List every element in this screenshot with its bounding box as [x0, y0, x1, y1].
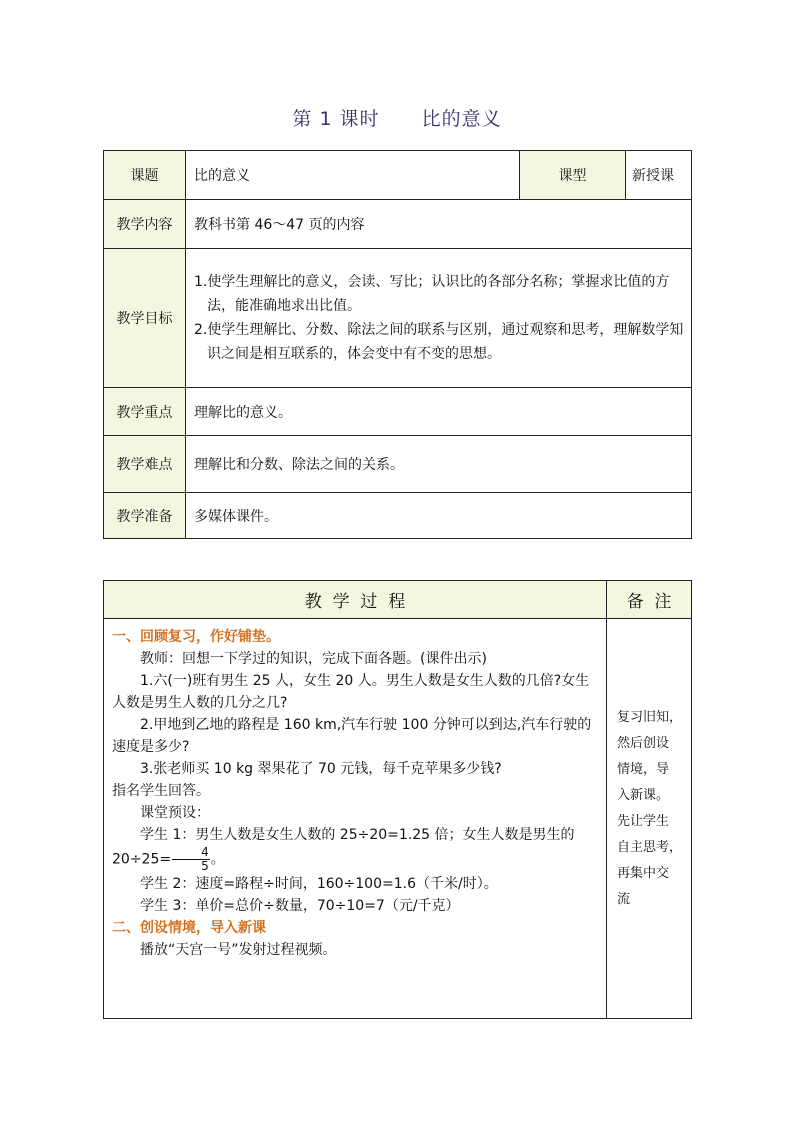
- question-2: 2.甲地到乙地的路程是 160 km,汽车行驶 100 分钟可以到达,汽车行驶的速度是多少?: [112, 717, 592, 755]
- student-1-answer: [112, 824, 598, 873]
- fraction: [172, 846, 210, 873]
- lesson-topic: 比的意义: [421, 108, 502, 130]
- note-line: 情境，导: [617, 762, 670, 777]
- difficulty-value: 理解比和分数、除法之间的关系。: [186, 436, 692, 493]
- fraction-numerator: 4: [172, 846, 210, 860]
- notes-header: 备 注: [607, 581, 692, 619]
- page-title: [0, 104, 794, 131]
- note-line: 然后创设: [617, 736, 670, 751]
- lesson-info-table: [103, 150, 692, 539]
- objectives-list: [186, 270, 691, 366]
- row-key-point: [104, 388, 692, 436]
- question-1: 1.六(一)班有男生 25 人，女生 20 人。男生人数是女生人数的几倍?女生人数是男生人数的几分之几?: [112, 673, 590, 711]
- content-label: 教学内容: [104, 200, 186, 249]
- type-value: 新授课: [626, 151, 692, 200]
- note-line: 再集中交: [617, 866, 670, 881]
- note-line: 复习旧知，: [617, 710, 683, 725]
- teaching-process-table: [103, 580, 692, 1019]
- row-objectives: [104, 249, 692, 388]
- content-value: 教科书第 46～47 页的内容: [186, 200, 692, 249]
- subject-label: 课题: [104, 151, 186, 200]
- subject-value: 比的意义: [186, 151, 520, 200]
- teacher-intro: 教师：回想一下学过的知识，完成下面各题。(课件出示): [140, 651, 487, 667]
- answer-call: 指名学生回答。: [112, 783, 210, 799]
- objective-item: 2.使学生理解比、分数、除法之间的联系与区别，通过观察和思考，理解数学知识之间是相互联系的，体会变中有不变的思想。: [194, 322, 684, 362]
- note-line: 先让学生: [617, 814, 670, 829]
- student-1-text: 学生 1：男生人数是女生人数的 25÷20=1.25 倍；女生人数是男生的 20÷25=: [112, 827, 575, 868]
- fraction-denominator: 5: [201, 859, 209, 873]
- preset-label: 课堂预设：: [140, 805, 210, 821]
- section-2-title: 二、创设情境，导入新课: [112, 920, 266, 936]
- objective-item: 1.使学生理解比的意义，会读、写比；认识比的各部分名称；掌握求比值的方法，能准确地求出比值。: [194, 274, 670, 314]
- note-line: 自主思考，: [617, 840, 683, 855]
- student-2-answer: 学生 2：速度=路程÷时间，160÷100=1.6（千米/时）。: [140, 876, 498, 892]
- lesson-number: 第 1 课时: [292, 108, 380, 130]
- video-instruction: 播放“天宫一号”发射过程视频。: [140, 942, 337, 958]
- key-label: 教学重点: [104, 388, 186, 436]
- objectives-cell: [186, 249, 692, 388]
- process-header-row: [104, 581, 692, 619]
- row-difficulty: [104, 436, 692, 493]
- notes-cell: [607, 619, 692, 1019]
- notes-text: [607, 619, 691, 913]
- note-line: 入新课。: [617, 788, 670, 803]
- objectives-label: 教学目标: [104, 249, 186, 388]
- process-header: 教 学 过 程: [104, 581, 607, 619]
- question-3: 3.张老师买 10 kg 翠果花了 70 元钱，每千克苹果多少钱?: [140, 761, 502, 777]
- prep-label: 教学准备: [104, 493, 186, 539]
- row-content: [104, 200, 692, 249]
- note-line: 流: [617, 892, 631, 907]
- process-content: [104, 619, 607, 1019]
- key-value: 理解比的意义。: [186, 388, 692, 436]
- section-1-title: 一、回顾复习，作好铺垫。: [112, 629, 280, 645]
- prep-value: 多媒体课件。: [186, 493, 692, 539]
- process-body-row: [104, 619, 692, 1019]
- type-label: 课型: [520, 151, 626, 200]
- row-prep: [104, 493, 692, 539]
- difficulty-label: 教学难点: [104, 436, 186, 493]
- student-1-end: 。: [210, 851, 225, 868]
- student-3-answer: 学生 3：单价=总价÷数量，70÷10=7（元/千克）: [140, 898, 460, 914]
- row-subject: [104, 151, 692, 200]
